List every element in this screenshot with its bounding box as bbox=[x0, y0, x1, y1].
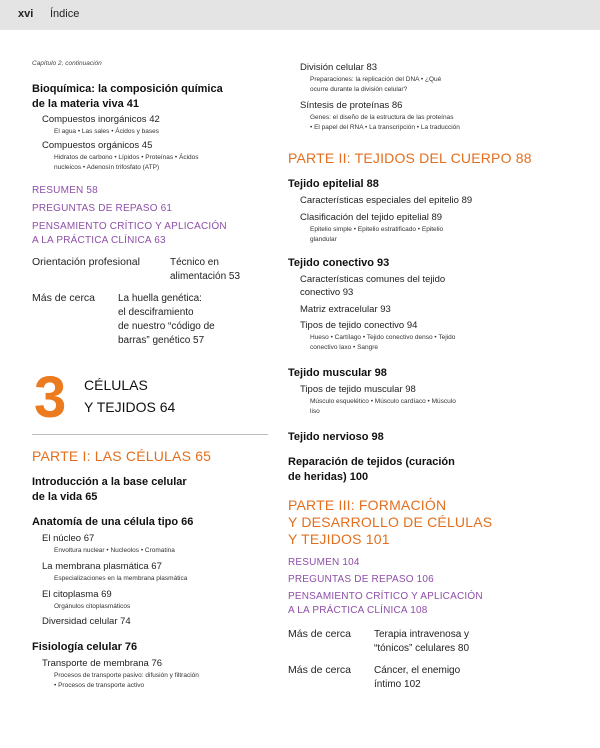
mas-de-cerca-text: La huella genética: bbox=[118, 293, 202, 304]
toc-description: Preparaciones: la replicación del DNA • ¿Qué bbox=[310, 76, 442, 83]
chapter-divider bbox=[32, 434, 268, 435]
section-title-epitelial: Tejido epitelial 88 bbox=[288, 178, 379, 190]
toc-entry: Tipos de tejido muscular 98 bbox=[300, 384, 416, 395]
toc-description: Epitelio simple • Epitelio estratificado • Epitelio bbox=[310, 226, 444, 233]
toc-entry: Síntesis de proteínas 86 bbox=[300, 100, 403, 111]
pensamiento-link: PENSAMIENTO CRÍTICO Y APLICACIÓN bbox=[32, 221, 227, 232]
chapter-title: CÉLULAS bbox=[84, 377, 148, 393]
mas-de-cerca-label: Más de cerca bbox=[288, 628, 352, 640]
header-title: Índice bbox=[50, 8, 80, 20]
toc-entry: El citoplasma 69 bbox=[42, 589, 112, 600]
toc-description: ocurre durante la división celular? bbox=[310, 86, 408, 93]
toc-entry: La membrana plasmática 67 bbox=[42, 561, 162, 572]
mas-de-cerca-text: Cáncer, el enemigo bbox=[374, 665, 461, 676]
mas-de-cerca-text: de nuestro “código de bbox=[118, 321, 215, 332]
toc-description: El agua • Las sales • Ácidos y bases bbox=[54, 128, 159, 135]
preguntas-link: PREGUNTAS DE REPASO 61 bbox=[32, 203, 173, 214]
toc-entry: Clasificación del tejido epitelial 89 bbox=[300, 212, 443, 223]
toc-entry: Diversidad celular 74 bbox=[42, 616, 131, 627]
mas-de-cerca-text: íntimo 102 bbox=[374, 679, 421, 690]
pensamiento-link-line2: A LA PRÁCTICA CLÍNICA 63 bbox=[32, 235, 166, 246]
toc-description: • Procesos de transporte activo bbox=[54, 682, 145, 689]
toc-entry: Transporte de membrana 76 bbox=[42, 658, 163, 669]
pensamiento-link: PENSAMIENTO CRÍTICO Y APLICACIÓN bbox=[288, 591, 483, 602]
toc-description: • El papel del RNA • La transcripción • La traducción bbox=[310, 124, 460, 131]
preguntas-link: PREGUNTAS DE REPASO 106 bbox=[288, 574, 434, 585]
toc-description: Hueso • Cartílago • Tejido conectivo denso • Tejido bbox=[310, 334, 456, 341]
toc-description: Orgánulos citoplasmáticos bbox=[54, 603, 131, 610]
orientacion-text-line2: alimentación 53 bbox=[170, 271, 241, 282]
section-title-conectivo: Tejido conectivo 93 bbox=[288, 257, 390, 269]
toc-description: Especializaciones en la membrana plasmática bbox=[54, 575, 188, 582]
section-title-introduccion: Introducción a la base celular bbox=[32, 476, 187, 488]
resumen-link: RESUMEN 58 bbox=[32, 185, 98, 196]
pensamiento-link-line2: A LA PRÁCTICA CLÍNICA 108 bbox=[288, 605, 428, 616]
toc-description: Músculo esquelético • Músculo cardíaco • Músculo bbox=[310, 398, 456, 405]
mas-de-cerca-text: “tónicos” celulares 80 bbox=[374, 643, 470, 654]
continuation-note: Capítulo 2, continuación bbox=[32, 60, 102, 67]
page-number: xvi bbox=[18, 8, 34, 20]
toc-entry: Compuestos orgánicos 45 bbox=[42, 140, 153, 151]
toc-entry: Características comunes del tejido bbox=[300, 274, 446, 285]
toc-description: liso bbox=[310, 408, 320, 415]
mas-de-cerca-label: Más de cerca bbox=[32, 292, 96, 304]
toc-entry: Características especiales del epitelio 89 bbox=[300, 195, 473, 206]
part-three-heading: PARTE III: FORMACIÓN bbox=[288, 497, 447, 513]
toc-entry: Compuestos inorgánicos 42 bbox=[42, 114, 160, 125]
section-title-reparacion-line2: de heridas) 100 bbox=[288, 471, 369, 483]
section-title-anatomia: Anatomía de una célula tipo 66 bbox=[32, 516, 194, 528]
toc-entry: conectivo 93 bbox=[300, 287, 354, 298]
toc-description: Procesos de transporte pasivo: difusión y filtración bbox=[54, 672, 199, 679]
section-title-muscular: Tejido muscular 98 bbox=[288, 367, 387, 379]
chapter-title-line2: Y TEJIDOS 64 bbox=[84, 399, 176, 415]
toc-entry: Matriz extracelular 93 bbox=[300, 304, 391, 315]
toc-description: nucleicos • Adenosín trifosfato (ATP) bbox=[54, 164, 160, 171]
toc-entry: División celular 83 bbox=[300, 62, 378, 73]
toc-description: Envoltura nuclear • Nucleolos • Cromatina bbox=[54, 547, 175, 554]
chapter-number: 3 bbox=[34, 365, 67, 430]
mas-de-cerca-label: Más de cerca bbox=[288, 664, 352, 676]
section-title-fisiologia: Fisiología celular 76 bbox=[32, 641, 138, 653]
toc-entry: Tipos de tejido conectivo 94 bbox=[300, 320, 418, 331]
section-title-bioquimica: Bioquímica: la composición química bbox=[32, 83, 223, 95]
toc-description: conectivo laxo • Sangre bbox=[310, 344, 379, 351]
part-three-heading-line2: Y DESARROLLO DE CÉLULAS bbox=[288, 514, 493, 530]
toc-description: Hidratos de carbono • Lípidos • Proteínas • Ácidos bbox=[54, 154, 199, 161]
mas-de-cerca-text: Terapia intravenosa y bbox=[374, 629, 470, 640]
part-three-heading-line3: Y TEJIDOS 101 bbox=[288, 531, 390, 547]
page-header bbox=[0, 0, 600, 30]
toc-description: glandular bbox=[310, 236, 337, 243]
part-one-heading: PARTE I: LAS CÉLULAS 65 bbox=[32, 448, 212, 464]
section-title-introduccion-line2: de la vida 65 bbox=[32, 491, 98, 503]
orientacion-label: Orientación profesional bbox=[32, 256, 140, 268]
section-title-reparacion: Reparación de tejidos (curación bbox=[288, 456, 455, 468]
section-title-nervioso: Tejido nervioso 98 bbox=[288, 431, 384, 443]
section-title-bioquimica-line2: de la materia viva 41 bbox=[32, 98, 140, 110]
mas-de-cerca-text: barras” genético 57 bbox=[118, 335, 205, 346]
toc-entry: El núcleo 67 bbox=[42, 533, 95, 544]
orientacion-text: Técnico en bbox=[170, 257, 219, 268]
part-two-heading: PARTE II: TEJIDOS DEL CUERPO 88 bbox=[288, 150, 532, 166]
resumen-link: RESUMEN 104 bbox=[288, 557, 360, 568]
mas-de-cerca-text: el desciframiento bbox=[118, 307, 194, 318]
toc-description: Genes: el diseño de la estructura de las proteínas bbox=[310, 114, 454, 121]
